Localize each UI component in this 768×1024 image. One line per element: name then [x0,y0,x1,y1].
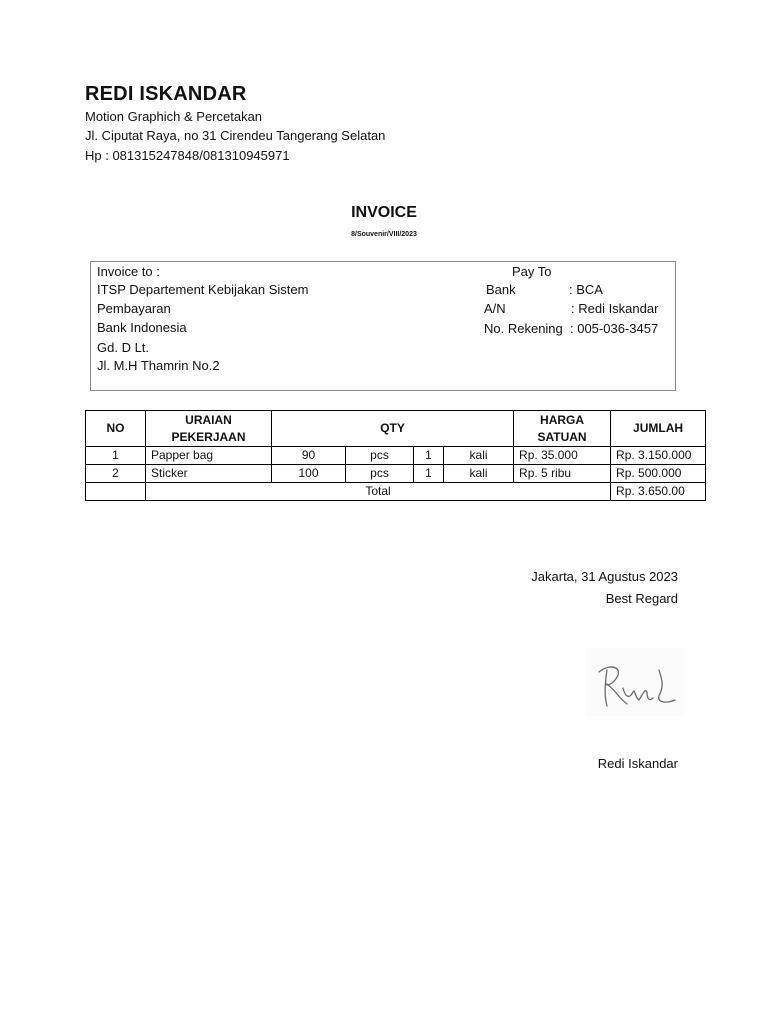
table-header-row [86,411,706,447]
account-name-value: : Redi Iskandar [571,301,659,316]
table-row [86,447,706,465]
company-name: REDI ISKANDAR [85,83,247,105]
row-unit: pcs [346,447,414,465]
bill-to-line: Bank Indonesia [97,320,187,335]
signature-image [585,648,685,716]
row-total: Rp. 3.150.000 [611,447,706,465]
header-uraian: URAIAN PEKERJAAN [146,411,272,447]
invoice-title: INVOICE [351,204,417,221]
row-price: Rp. 35.000 [514,447,611,465]
total-empty-cell [86,483,146,501]
company-phone: Hp : 081315247848/081310945971 [85,148,290,163]
account-name-key: A/N [484,301,506,316]
account-number-value: : 005-036-3457 [570,321,659,336]
bill-to-line: Gd. D Lt. [97,340,150,355]
row-total: Rp. 500.000 [611,465,706,483]
row-qty: 90 [272,447,346,465]
company-tagline: Motion Graphich & Percetakan [85,109,263,124]
header-qty: QTY [272,411,514,447]
row-qty: 100 [272,465,346,483]
bill-to-label: Invoice to : [97,264,160,279]
bank-value: : BCA [569,282,603,297]
row-mult: 1 [414,465,444,483]
row-item: Sticker [146,465,272,483]
company-address: Jl. Ciputat Raya, no 31 Cirendeu Tangerang Selatan [85,128,386,143]
header-jumlah: JUMLAH [611,411,706,447]
row-freq: kali [444,447,514,465]
pay-to-label: Pay To [512,264,552,279]
row-no: 2 [86,465,146,483]
row-mult: 1 [414,447,444,465]
regards: Best Regard [605,591,678,606]
table-row [86,465,706,483]
signer-name: Redi Iskandar [597,756,678,771]
row-unit: pcs [346,465,414,483]
place-date: Jakarta, 31 Agustus 2023 [531,569,678,584]
bank-key: Bank [486,282,516,297]
total-label: Total [146,483,611,501]
header-no: NO [86,411,146,447]
row-price: Rp. 5 ribu [514,465,611,483]
row-item: Papper bag [146,447,272,465]
header-harga: HARGA SATUAN [514,411,611,447]
table-total-row [86,483,706,501]
bill-to-line: Jl. M.H Thamrin No.2 [97,358,220,373]
total-value: Rp. 3.650.00 [611,483,706,501]
bill-to-line: Pembayaran [97,301,171,316]
bill-to-line: ITSP Departement Kebijakan Sistem [97,282,309,297]
row-freq: kali [444,465,514,483]
row-no: 1 [86,447,146,465]
invoice-number: 8/Souvenir/VIII/2023 [351,231,417,238]
account-number-key: No. Rekening [484,321,563,336]
invoice-items-table [85,410,706,501]
